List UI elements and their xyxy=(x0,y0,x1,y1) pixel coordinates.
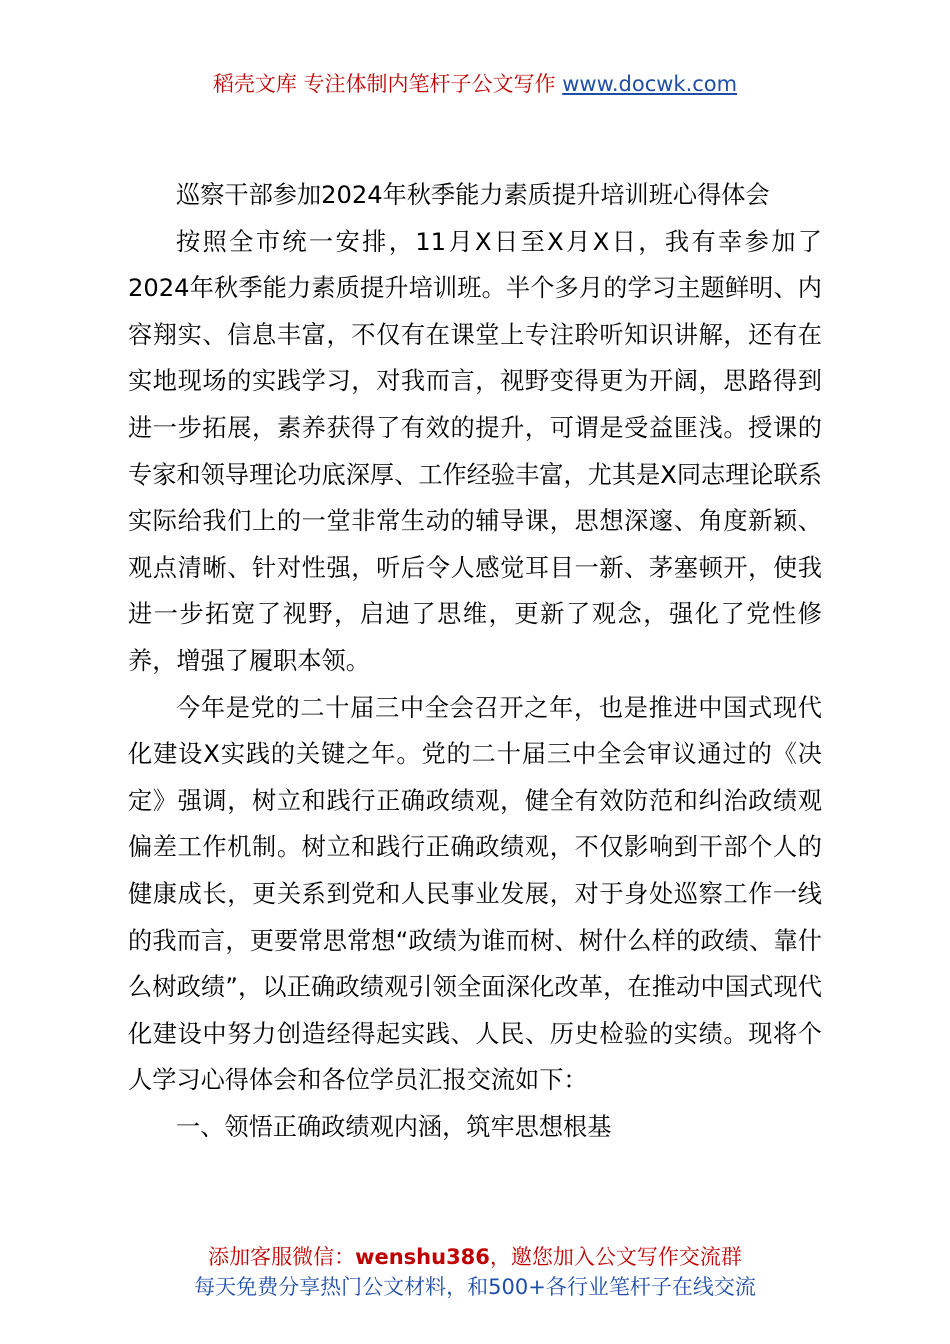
paragraph-context: 今年是党的二十届三中全会召开之年，也是推进中国式现代化建设X实践的关键之年。党的二十届三中全会审议通过的《决定》强调，树立和践行正确政绩观，健全有效防范和纠治政绩观偏差工作机制。树立和践行正确政绩观，不仅影响到干部个人的健康成长，更关系到党和人民事业发展，对于身处巡察工作一线的我而言，更要常思常想“政绩为谁而树、树什么样的政绩、靠什么树政绩”，以正确政绩观引领全面深化改革，在推动中国式现代化建设中努力创造经得起实践、人民、历史检验的实绩。现将个人学习心得体会和各位学员汇报交流如下： xyxy=(128,693,822,1095)
footer-suffix: ，邀您加入公文写作交流群 xyxy=(489,1245,742,1269)
document-title: 巡察干部参加2024年秋季能力素质提升培训班心得体会 xyxy=(176,181,770,209)
footer-prefix: 添加客服微信： xyxy=(208,1245,356,1269)
page-header xyxy=(0,70,950,98)
footer-contact-line xyxy=(0,1242,950,1272)
brand-text: 稻壳文库 专注体制内笔杆子公文写作 xyxy=(212,72,556,96)
page-footer xyxy=(0,1242,950,1302)
website-link[interactable]: www.docwk.com xyxy=(562,72,738,96)
wechat-id: wenshu386 xyxy=(355,1245,490,1269)
footer-promo-line: 每天免费分享热门公文材料，和500+各行业笔杆子在线交流 xyxy=(194,1275,756,1299)
section-heading-1: 一、领悟正确政绩观内涵，筑牢思想根基 xyxy=(176,1112,612,1141)
paragraph-intro: 按照全市统一安排，11月X日至X月X日，我有幸参加了2024年秋季能力素质提升培训班。半个多月的学习主题鲜明、内容翔实、信息丰富，不仅有在课堂上专注聆听知识讲解，还有在实地现场的实践学习，对我而言，视野变得更为开阔，思路得到进一步拓展，素养获得了有效的提升，可谓是受益匪浅。授课的专家和领导理论功底深厚、工作经验丰富，尤其是X同志理论联系实际给我们上的一堂非常生动的辅导课，思想深邃、角度新颖、观点清晰、针对性强，听后令人感觉耳目一新、茅塞顿开，使我进一步拓宽了视野，启迪了思维，更新了观念，强化了党性修养，增强了履职本领。 xyxy=(128,227,822,675)
document-body xyxy=(128,172,822,1150)
